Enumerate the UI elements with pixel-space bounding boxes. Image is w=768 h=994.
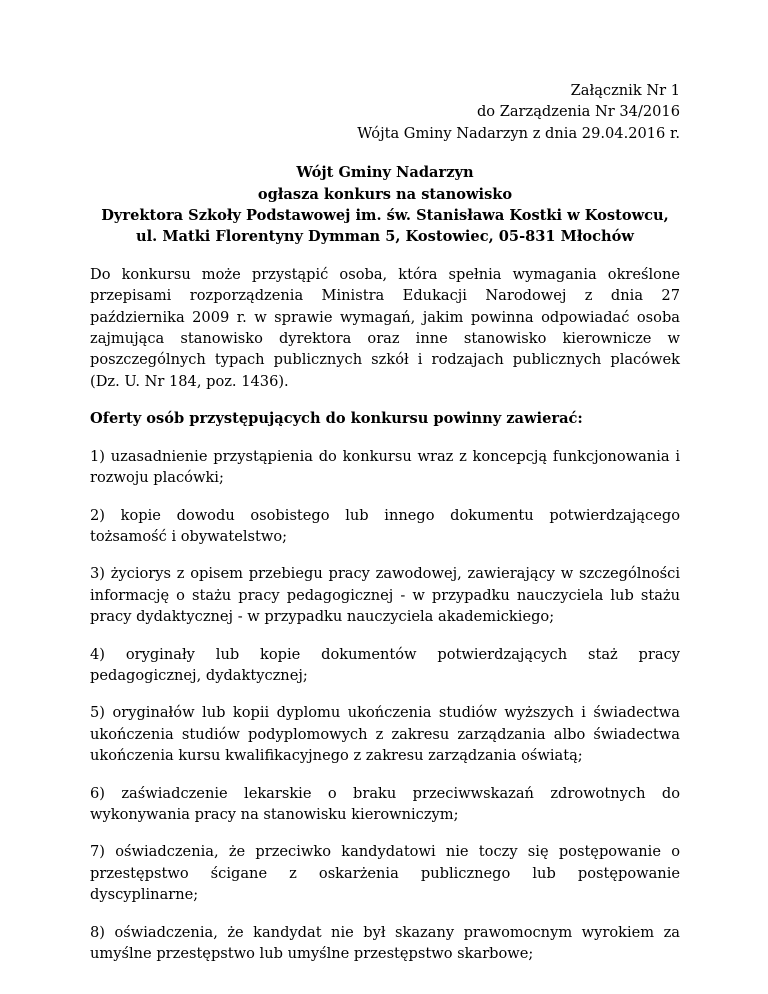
heading-announcement: ogłasza konkurs na stanowisko <box>257 185 513 203</box>
list-item: 1) uzasadnienie przystąpienia do konkursu wraz z koncepcją funkcjonowania i rozwoju placówki; <box>90 447 680 487</box>
document-page <box>90 80 680 980</box>
intro-paragraph: Do konkursu może przystąpić osoba, która spełnia wymagania określone przepisami rozporządzenia Ministra Edukacji Narodowej z dnia 27 października 2009 r. w sprawie wymagań, jakim powinna odpowiadać osoba zajmująca stanowisko dyrektora oraz inne stanowisko kierownicze w poszczególnych typach publicznych szkół i rodzajach publicznych placówek (Dz. U. Nr 184, poz. 1436). <box>90 265 680 390</box>
attachment-order-ref: do Zarządzenia Nr 34/2016 <box>476 103 680 121</box>
list-item: 5) oryginałów lub kopii dyplomu ukończenia studiów wyższych i świadectwa ukończenia studiów podyplomowych z zakresu zarządzania albo świadectwa ukończenia kursu kwalifikacyjnego z zakresu zarządzania oświatą; <box>90 704 680 765</box>
list-item: 3) życiorys z opisem przebiegu pracy zawodowej, zawierający w szczególności informację o stażu pracy pedagogicznej - w przypadku nauczyciela lub stażu pracy dydaktycznej - w przypadku nauczyciela akademickiego; <box>90 565 680 626</box>
attachment-number: Załącznik Nr 1 <box>570 82 680 99</box>
heading-address: ul. Matki Florentyny Dymman 5, Kostowiec, 05-831 Młochów <box>136 228 634 246</box>
list-item: 7) oświadczenia, że przeciwko kandydatowi nie toczy się postępowanie o przestępstwo ścigane z oskarżenia publicznego lub postępowanie dyscyplinarne; <box>90 843 680 904</box>
list-item: 6) zaświadczenie lekarskie o braku przeciwwskazań zdrowotnych do wykonywania pracy na stanowisku kierowniczym; <box>90 784 680 823</box>
requirements-list <box>90 446 680 965</box>
requirements-title: Oferty osób przystępujących do konkursu powinny zawierać: <box>90 410 583 428</box>
list-item: 2) kopie dowodu osobistego lub innego dokumentu potwierdzającego tożsamość i obywatelstwo; <box>90 506 680 545</box>
list-item: 8) oświadczenia, że kandydat nie był skazany prawomocnym wyrokiem za umyślne przestępstwo lub umyślne przestępstwo skarbowe; <box>90 923 680 962</box>
attachment-issuer-date: Wójta Gminy Nadarzyn z dnia 29.04.2016 r. <box>357 124 680 142</box>
heading-issuer: Wójt Gminy Nadarzyn <box>296 164 474 182</box>
announcement-heading <box>90 162 680 248</box>
list-item: 4) oryginały lub kopie dokumentów potwierdzających staż pracy pedagogicznej, dydaktycznej; <box>90 645 680 684</box>
attachment-note <box>90 80 680 144</box>
heading-position: Dyrektora Szkoły Podstawowej im. św. Stanisława Kostki w Kostowcu, <box>101 207 669 225</box>
